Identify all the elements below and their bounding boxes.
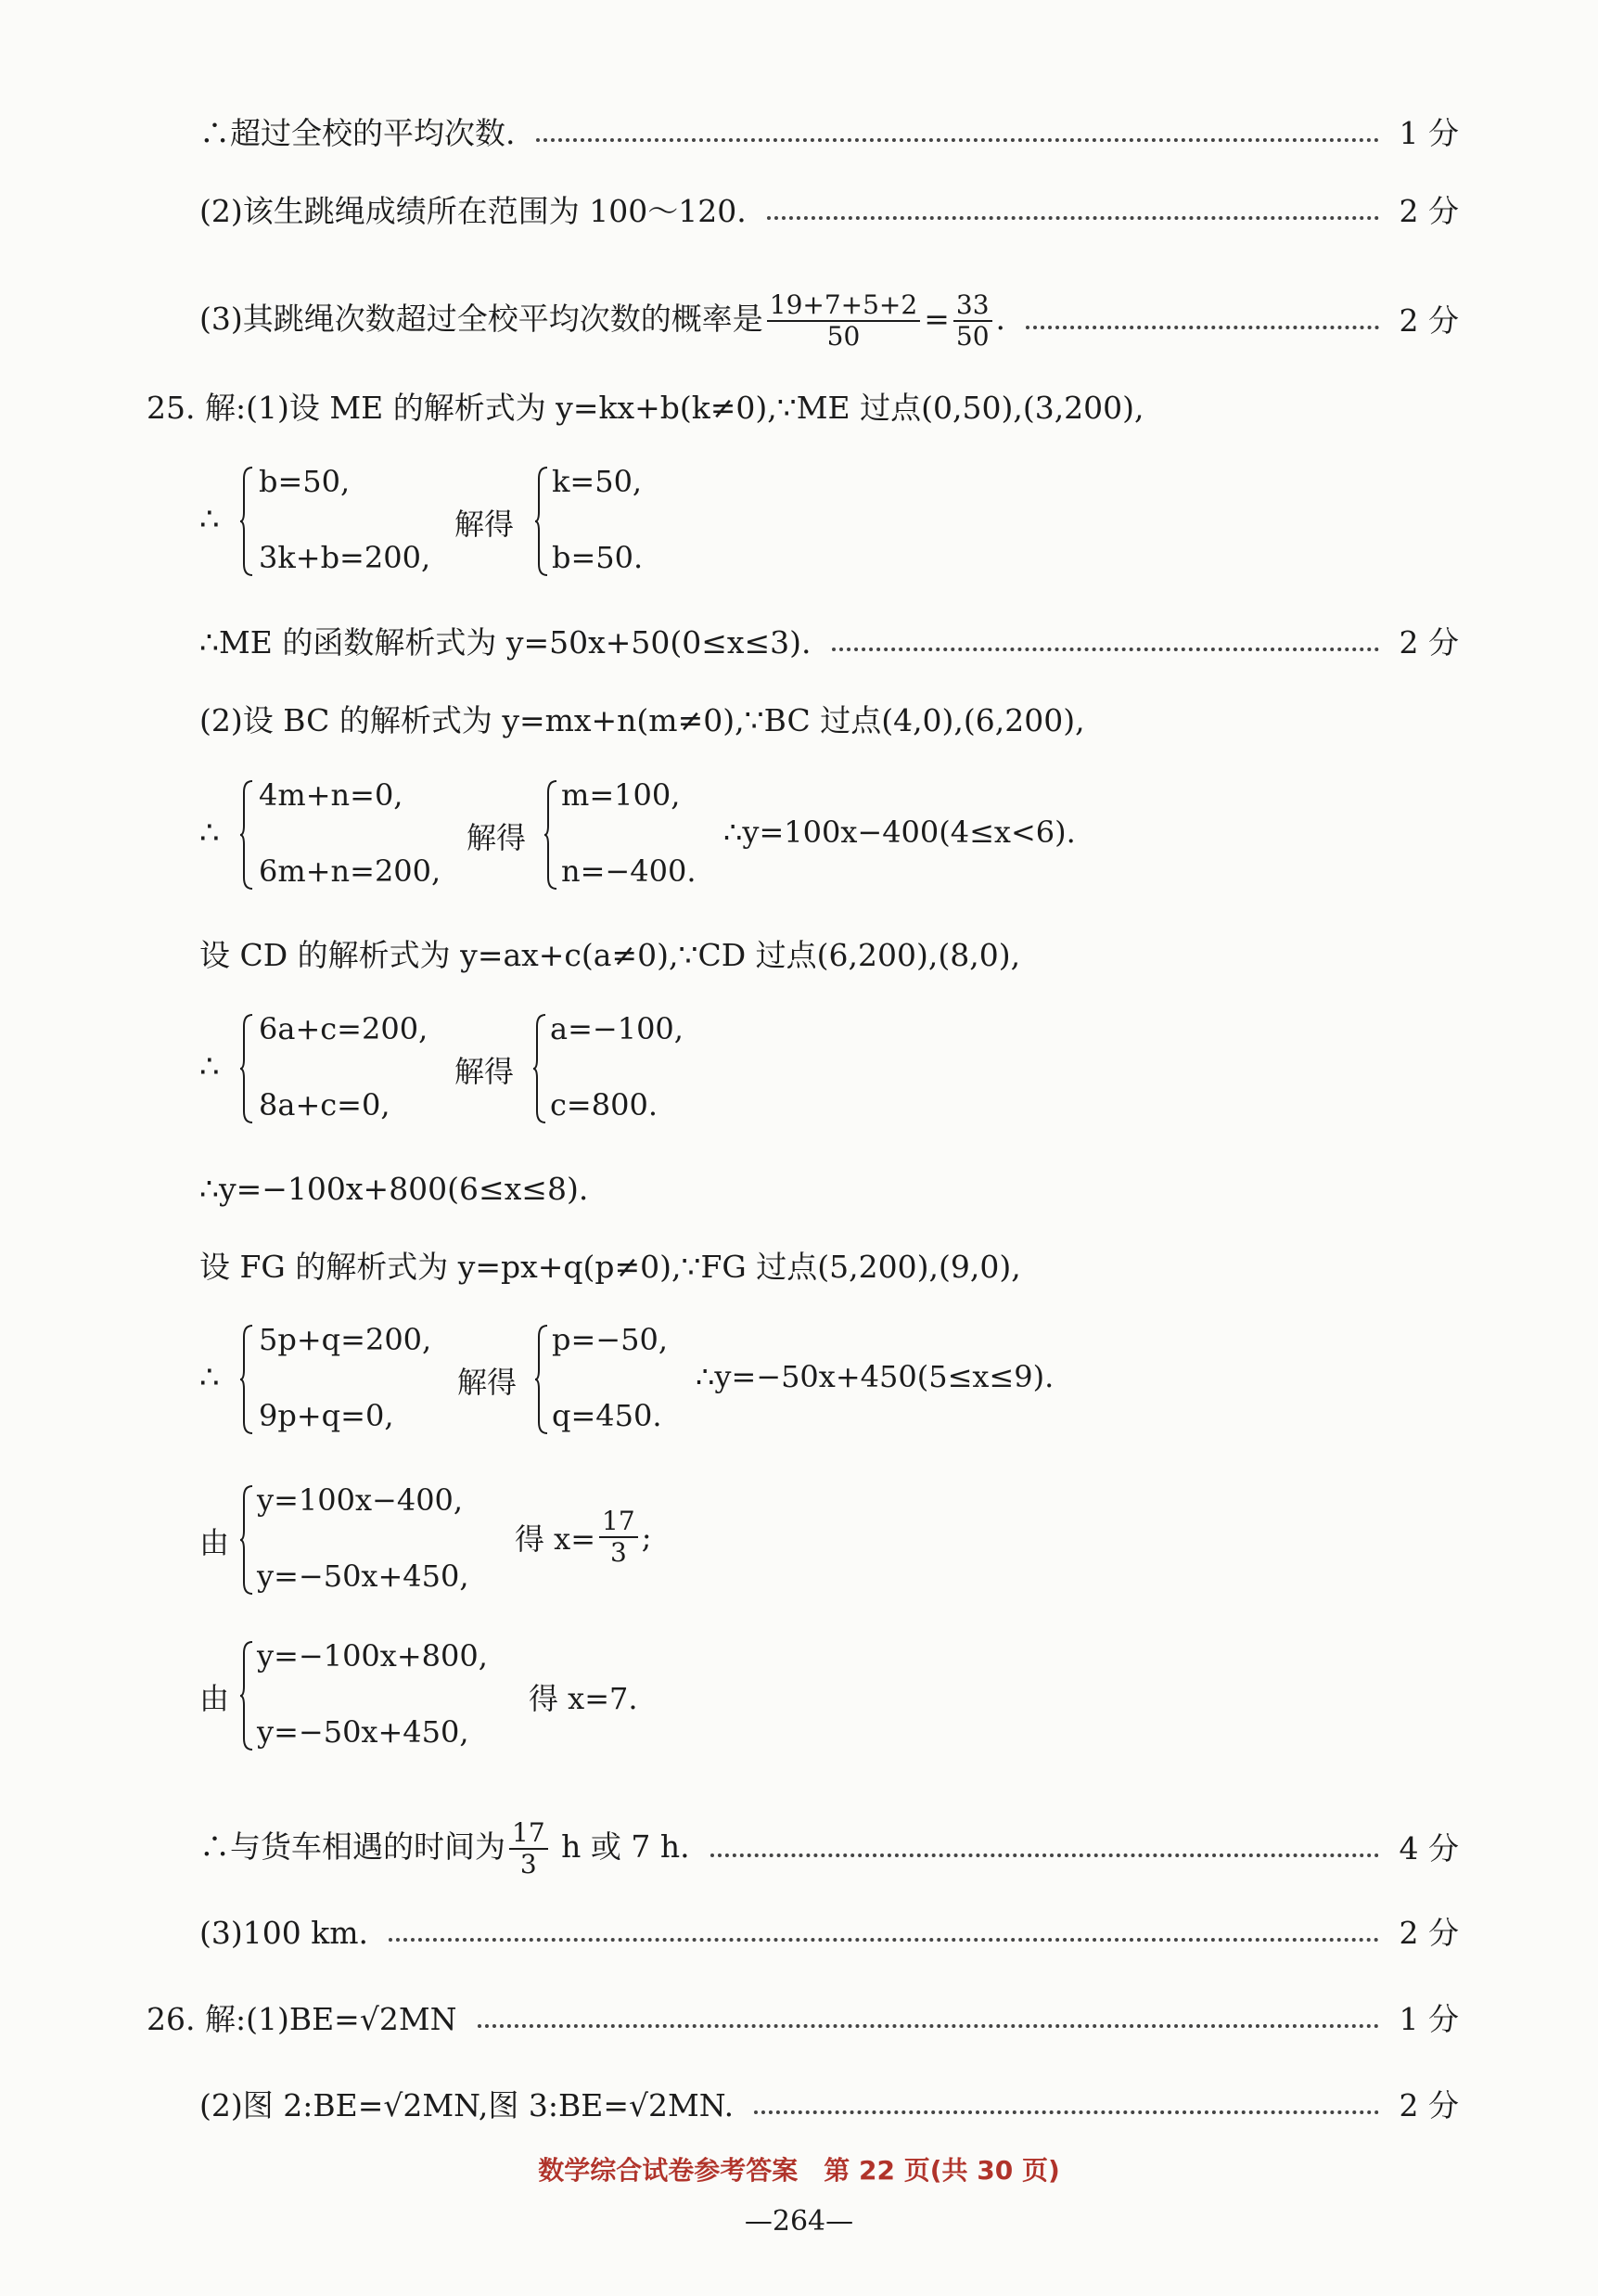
fraction (599, 1507, 638, 1568)
system-result: ∴y=100x−400(4≤x<6). (723, 815, 1076, 850)
left-brace (240, 466, 253, 577)
meeting-suffix: h 或 7 h. (551, 1828, 690, 1865)
dot-leader (1026, 326, 1378, 329)
line-meeting-time (199, 1818, 1459, 1879)
dot-leader (767, 216, 1379, 220)
probability-prefix: (3)其跳绳次数超过全校平均次数的概率是 (199, 301, 763, 337)
fraction-numerator: 19+7+5+2 (767, 290, 920, 322)
equation-2: 6m+n=200, (259, 853, 441, 889)
solution-x (515, 1507, 651, 1568)
equation-2: 3k+b=200, (259, 540, 431, 575)
equation-1: 6a+c=200, (259, 1011, 428, 1046)
fraction-denominator: 3 (519, 1849, 537, 1879)
equation-2: 8a+c=0, (259, 1087, 390, 1122)
fraction-denominator: 3 (609, 1537, 627, 1568)
footer-title: 数学综合试卷参考答案 第 22 页(共 30 页) (538, 2155, 1060, 2186)
line-text (199, 1818, 690, 1879)
semicolon: ; (641, 1520, 652, 1555)
dot-leader (832, 648, 1379, 651)
equation-system-fg (199, 1322, 1220, 1443)
dot-leader (754, 2110, 1378, 2114)
left-brace (240, 1484, 253, 1596)
line-text: 26. 解:(1)BE=√2MN (147, 2001, 457, 2037)
fraction-denominator: 50 (826, 321, 861, 352)
cd-result: ∴y=−100x+800(6≤x≤8). (199, 1171, 589, 1207)
solution-1: m=100, (561, 777, 681, 813)
fraction (509, 1818, 548, 1879)
solve-label: 解得 (457, 1365, 518, 1400)
left-brace (240, 779, 253, 891)
equation-system-me (199, 464, 756, 584)
equation-system-intersection-1 (199, 1482, 849, 1603)
system-result: ∴y=−50x+450(5≤x≤9). (696, 1359, 1055, 1394)
fraction (767, 290, 920, 352)
equation-system-cd (199, 1011, 849, 1132)
equation-1: 4m+n=0, (259, 777, 403, 813)
fraction-numerator: 17 (509, 1818, 548, 1850)
solve-label: 解得 (454, 1054, 515, 1089)
equation-1: 5p+q=200, (259, 1322, 432, 1357)
solution-2: c=800. (550, 1087, 658, 1122)
dot-leader (710, 1853, 1379, 1857)
line-me-function (199, 624, 1459, 661)
score-points: 2 分 (1399, 624, 1459, 661)
score-points: 4 分 (1399, 1830, 1459, 1866)
left-brace (240, 1640, 253, 1751)
line-probability (199, 290, 1459, 352)
score-points: 2 分 (1399, 193, 1459, 229)
line-text: (3)100 km. (199, 1915, 368, 1951)
score-points: 2 分 (1399, 302, 1459, 339)
page-number: —264— (744, 2205, 854, 2238)
left-brace (240, 1013, 253, 1124)
equation-1: b=50, (259, 464, 351, 499)
line-q26-part1 (147, 2001, 1459, 2038)
bc-intro: (2)设 BC 的解析式为 y=mx+n(m≠0),∵BC 过点(4,0),(6,200), (199, 702, 1085, 738)
from-label: 由 (199, 1681, 230, 1716)
line-text: ∴超过全校的平均次数. (199, 115, 516, 151)
solution-1: k=50, (552, 464, 643, 499)
dot-leader (536, 138, 1379, 142)
solution-2: q=450. (552, 1398, 662, 1433)
dot-leader (389, 1938, 1379, 1942)
left-brace (535, 1324, 548, 1435)
therefore-symbol: ∴ (199, 1359, 220, 1396)
solution-x: 得 x=7. (529, 1681, 638, 1716)
therefore-symbol: ∴ (199, 501, 220, 538)
solve-label: 解得 (454, 507, 515, 542)
score-points: 1 分 (1399, 115, 1459, 151)
fg-intro: 设 FG 的解析式为 y=px+q(p≠0),∵FG 过点(5,200),(9,0), (199, 1249, 1021, 1285)
period: . (995, 301, 1006, 337)
line-text: (2)图 2:BE=√2MN,图 3:BE=√2MN. (199, 2087, 735, 2123)
line-text: (2)该生跳绳成绩所在范围为 100～120. (199, 193, 747, 229)
get-label: 得 x= (515, 1521, 596, 1557)
line-q26-part2 (199, 2087, 1459, 2124)
from-label: 由 (199, 1525, 230, 1560)
left-brace (533, 1013, 546, 1124)
fraction-numerator: 17 (599, 1507, 638, 1538)
score-points: 1 分 (1399, 2001, 1459, 2037)
equation-1: y=−100x+800, (257, 1638, 488, 1674)
cd-intro: 设 CD 的解析式为 y=ax+c(a≠0),∵CD 过点(6,200),(8,0), (199, 937, 1021, 973)
equation-2: y=−50x+450, (257, 1714, 469, 1750)
left-brace (535, 466, 548, 577)
meeting-prefix: ∴与货车相遇的时间为 (199, 1828, 505, 1865)
q25-intro: 25. 解:(1)设 ME 的解析式为 y=kx+b(k≠0),∵ME 过点(0,50),(3,200), (147, 390, 1144, 426)
dot-leader (478, 2024, 1379, 2028)
line-distance (199, 1915, 1459, 1952)
equation-2: y=−50x+450, (257, 1558, 469, 1594)
line-average (199, 115, 1459, 152)
line-text (199, 290, 1005, 352)
fraction (953, 290, 992, 352)
score-points: 2 分 (1399, 2087, 1459, 2123)
equals-sign: = (924, 301, 950, 337)
line-text: ∴ME 的函数解析式为 y=50x+50(0≤x≤3). (199, 624, 812, 661)
therefore-symbol: ∴ (199, 1048, 220, 1085)
equation-2: 9p+q=0, (259, 1398, 394, 1433)
solution-2: n=−400. (561, 853, 697, 889)
equation-system-bc (199, 777, 1220, 898)
solution-2: b=50. (552, 540, 644, 575)
line-range (199, 193, 1459, 230)
left-brace (240, 1324, 253, 1435)
left-brace (544, 779, 557, 891)
solution-1: a=−100, (550, 1011, 684, 1046)
equation-1: y=100x−400, (257, 1482, 464, 1518)
solve-label: 解得 (467, 820, 527, 855)
therefore-symbol: ∴ (199, 815, 220, 852)
fraction-numerator: 33 (953, 290, 992, 322)
solution-1: p=−50, (552, 1322, 668, 1357)
fraction-denominator: 50 (955, 321, 990, 352)
score-points: 2 分 (1399, 1915, 1459, 1951)
equation-system-intersection-2 (199, 1638, 849, 1759)
